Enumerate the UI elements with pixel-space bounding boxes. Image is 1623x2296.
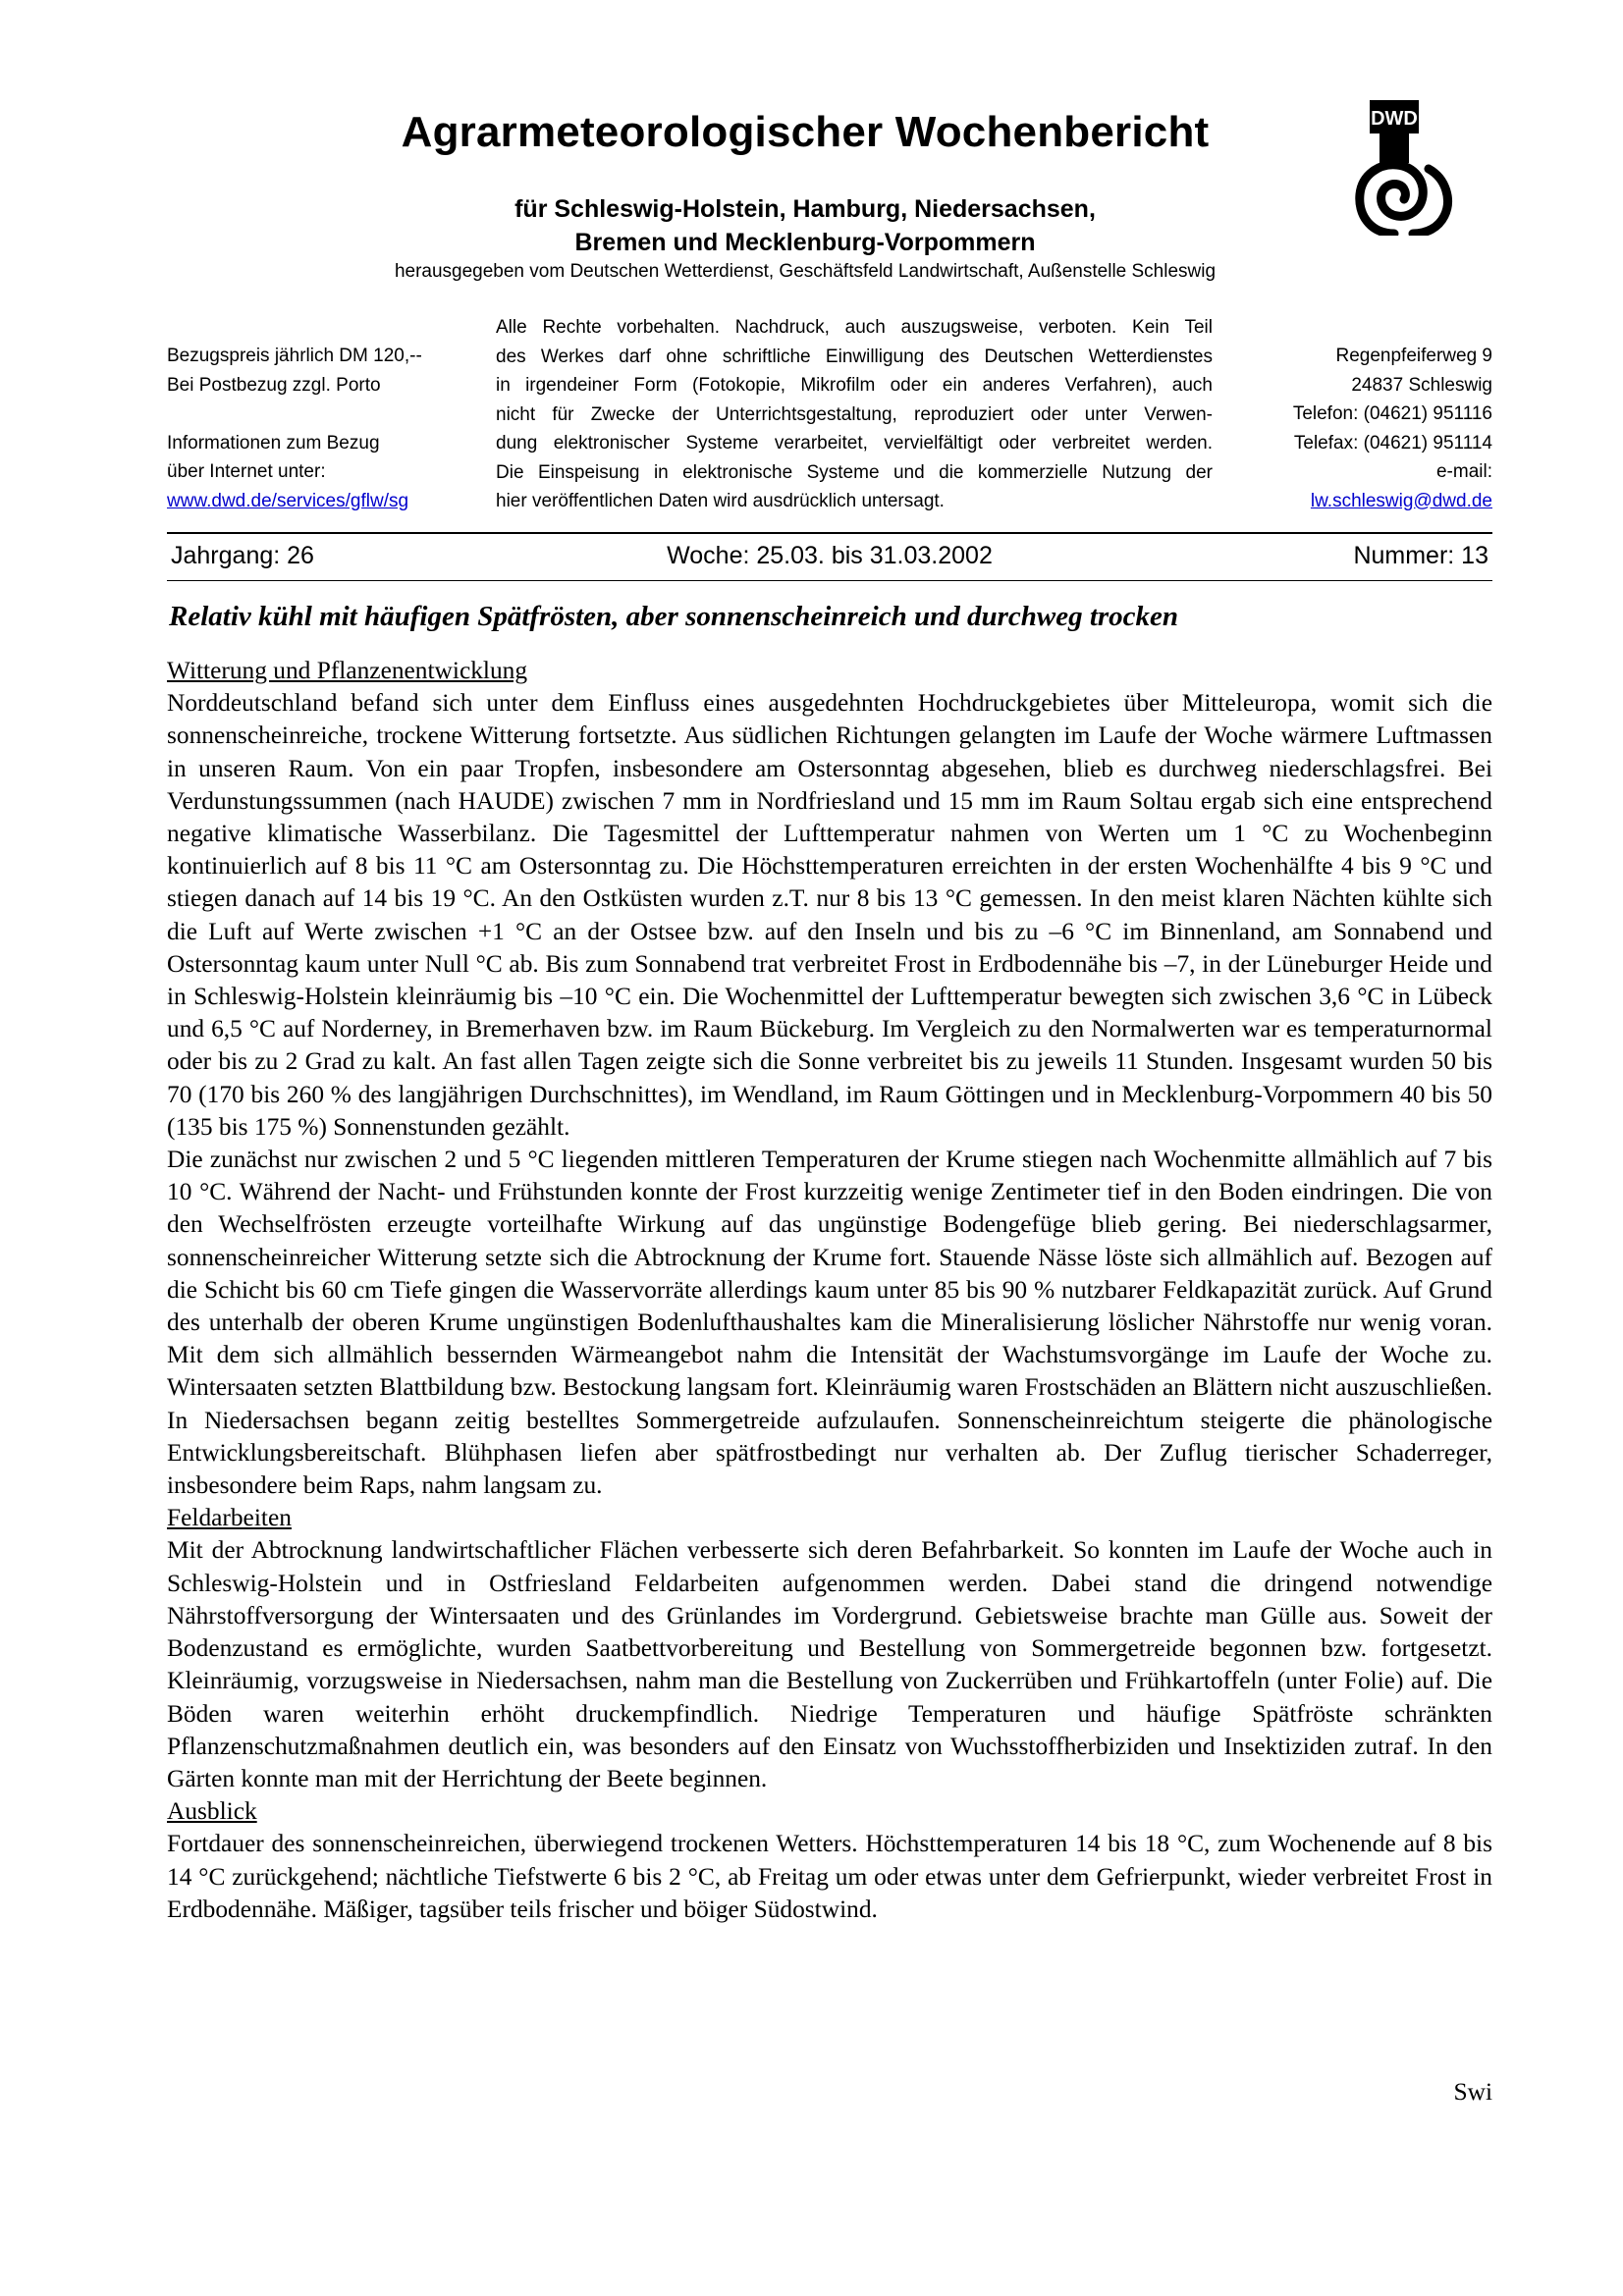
fieldwork-paragraph: Mit der Abtrocknung landwirtschaftlicher Flächen verbesserte sich deren Befahrbarkeit. So konnten im Laufe der Woche auch in Schleswig-Holstein und in Ostfriesland Feldarbeiten aufgenommen werden. Dabei stand die dringend notwendige Nährstoffversorgung der Wintersaaten und des Grünlandes im Vordergrund. Gebietsweise brachte man Gülle aus. Soweit der Bodenzustand es ermöglichte, wurden Saatbettvorbereitung und Bestellung von Sommergetreide begonnen bzw. fortgesetzt. Kleinräumig, vorzugsweise in Niedersachsen, nahm man die Bestellung von Zuckerrüben und Frühkartoffeln (unter Folie) auf. Die Böden waren weiterhin erhöht druckempfindlich. Niedrige Temperaturen und häufige Spätfröste schränkten Pflanzenschutzmaßnahmen deutlich ein, was besonders auf den Einsatz von Wuchsstoffherbiziden und Insektiziden zutraf. In den Gärten konnte man mit der Herrichtung der Beete beginnen. bbox=[167, 1536, 1492, 1792]
rights-line: des Werkes darf ohne schriftliche Einwilligung des Deutschen Wetterdienstes bbox=[496, 346, 1213, 367]
article-body bbox=[167, 655, 1492, 1926]
rights-line: hier veröffentlichen Daten wird ausdrücklich untersagt. bbox=[496, 491, 945, 511]
regions-line-1: für Schleswig-Holstein, Hamburg, Niedersachsen, bbox=[514, 195, 1096, 223]
info-line-1: Informationen zum Bezug bbox=[167, 432, 380, 454]
rights-line: nicht für Zwecke der Unterrichtsgestaltung, reproduziert oder unter Verwen- bbox=[496, 403, 1213, 425]
divider-top bbox=[167, 532, 1492, 534]
logo-lettering: DWD bbox=[1371, 108, 1418, 130]
report-title: Agrarmeteorologischer Wochenbericht bbox=[401, 108, 1210, 156]
website-link[interactable]: www.dwd.de/services/gflw/sg bbox=[167, 490, 409, 511]
weather-paragraph-1: Norddeutschland befand sich unter dem Einfluss eines ausgedehnten Hochdruckgebietes über Mitteleuropa, womit sich die sonnenscheinreiche, trockene Witterung fortsetzte. Aus südlichen Richtungen gelangten im Laufe der Woche wärmere Luftmassen in unseren Raum. Von ein paar Tropfen, insbesondere am Ostersonntag abgesehen, blieb es durchweg niederschlagsfrei. Bei Verdunstungssummen (nach HAUDE) zwischen 7 mm in Nordfriesland und 15 mm im Raum Soltau ergab sich eine entsprechend negative klimatische Wasserbilanz. Die Tagesmittel der Lufttemperatur nahmen von Werten um 1 °C zu Wochenbeginn kontinuierlich auf 8 bis 11 °C am Ostersonntag zu. Die Höchsttemperaturen erreichten in der ersten Wochenhälfte 4 bis 9 °C und stiegen danach auf 14 bis 19 °C. An den Ostküsten wurden z.T. nur 8 bis 13 °C gemessen. In den meist klaren Nächten kühlte sich die Luft auf Werte zwischen +1 °C an der Ostsee bzw. auf den Inseln und bis zu –6 °C im Binnenland, am Sonnabend und Ostersonntag kaum unter Null °C ab. Bis zum Sonnabend trat verbreitet Frost in Erdbodennähe bis –7, in der Lüneburger Heide und in Schleswig-Holstein kleinräumig bis –10 °C ein. Die Wochenmittel der Lufttemperatur bewegten sich zwischen 3,6 °C in Lübeck und 6,5 °C auf Norderney, in Bremerhaven bzw. im Raum Bückeburg. Im Vergleich zu den Normalwerten war es temperaturnormal oder bis zu 2 Grad zu kalt. An fast allen Tagen zeigte sich die Sonne verbreitet bis zu jeweils 11 Stunden. Insgesamt wurden 50 bis 70 (170 bis 260 % des langjährigen Durchschnittes), im Wendland, im Raum Göttingen und in Mecklenburg-Vorpommern 40 bis 50 (135 bis 175 %) Sonnenstunden gezählt. bbox=[167, 689, 1492, 1141]
section-heading-weather: Witterung und Pflanzenentwicklung bbox=[167, 657, 528, 684]
issue-bar bbox=[167, 542, 1492, 575]
postage-note: Bei Postbezug zzgl. Porto bbox=[167, 374, 381, 396]
section-heading-fieldwork: Feldarbeiten bbox=[167, 1504, 292, 1532]
rights-line: Die Einspeisung in elektronische Systeme und die kommerzielle Nutzung der bbox=[496, 461, 1213, 483]
author-signature: Swi bbox=[1453, 2078, 1492, 2106]
subscription-price: Bezugspreis jährlich DM 120,-- bbox=[167, 346, 422, 366]
contact-fax: Telefax: (04621) 951114 bbox=[1293, 432, 1492, 454]
rights-line: dung elektronischer Systeme verarbeitet, vervielfältigt oder verbreitet werden. bbox=[496, 433, 1213, 454]
info-line-2: über Internet unter: bbox=[167, 461, 326, 482]
contact-info bbox=[1198, 342, 1492, 515]
dwd-logo-icon bbox=[1350, 98, 1458, 236]
subscription-info bbox=[167, 342, 461, 515]
contact-city: 24837 Schleswig bbox=[1351, 374, 1492, 396]
contact-email-label: e-mail: bbox=[1435, 461, 1492, 482]
publisher-line: herausgegeben vom Deutschen Wetterdienst, Geschäftsfeld Landwirtschaft, Außenstelle Schleswig bbox=[394, 261, 1217, 282]
regions-subtitle bbox=[295, 192, 1316, 259]
contact-street: Regenpfeiferweg 9 bbox=[1335, 346, 1492, 366]
section-heading-outlook: Ausblick bbox=[167, 1797, 257, 1826]
issue-volume: Jahrgang: 26 bbox=[171, 542, 314, 569]
spacer-line bbox=[167, 400, 461, 429]
regions-line-2: Bremen und Mecklenburg-Vorpommern bbox=[574, 229, 1036, 256]
rights-line: Alle Rechte vorbehalten. Nachdruck, auch auszugsweise, verboten. Kein Teil bbox=[496, 317, 1213, 338]
copyright-notice bbox=[496, 313, 1213, 516]
email-link[interactable]: lw.schleswig@dwd.de bbox=[1310, 490, 1492, 511]
issue-number: Nummer: 13 bbox=[1353, 542, 1488, 569]
article-headline: Relativ kühl mit häufigen Spätfrösten, aber sonnenscheinreich und durchweg trocken bbox=[169, 601, 1179, 632]
contact-phone: Telefon: (04621) 951116 bbox=[1292, 403, 1492, 424]
issue-week: Woche: 25.03. bis 31.03.2002 bbox=[667, 542, 993, 569]
rights-line: in irgendeiner Form (Fotokopie, Mikrofilm oder ein anderes Verfahren), auch bbox=[496, 375, 1213, 396]
divider-bottom bbox=[167, 580, 1492, 581]
weather-paragraph-2: Die zunächst nur zwischen 2 und 5 °C liegenden mittleren Temperaturen der Krume stiegen nach Wochenmitte allmählich auf 7 bis 10 °C. Während der Nacht- und Frühstunden konnte der Frost kurzzeitig wenige Zentimeter tief in den Boden eindringen. Die von den Wechselfrösten erzeugte vorteilhafte Wirkung auf das ungünstige Bodengefüge blieb gering. Bei niederschlagsarmer, sonnenscheinreicher Witterung setzte sich die Abtrocknung der Krume fort. Stauende Nässe löste sich allmählich auf. Bezogen auf die Schicht bis 60 cm Tiefe gingen die Wasservorräte allerdings kaum unter 85 bis 90 % nutzbarer Feldkapazität zurück. Auf Grund des unterhalb der oberen Krume ungünstigen Bodenlufthaushaltes kam die Mineralisierung löslicher Nährstoffe nur wenig voran. Mit dem sich allmählich bessernden Wärmeangebot nahm die Intensität der Wachstumsvorgänge im Laufe der Woche zu. Wintersaaten setzten Blattbildung bzw. Bestockung langsam fort. Kleinräumig waren Frostschäden an Blättern nicht auszuschließen. In Niedersachsen begann zeitig bestelltes Sommergetreide aufzulaufen. Sonnenscheinreichtum steigerte die phänologische Entwicklungsbereitschaft. Blühphasen liefen aber spätfrostbedingt nur verhalten ab. Der Zuflug tierischer Schaderreger, insbesondere beim Raps, nahm langsam zu. bbox=[167, 1146, 1492, 1500]
outlook-paragraph: Fortdauer des sonnenscheinreichen, überwiegend trockenen Wetters. Höchsttemperaturen 14 bis 18 °C, zum Wochenende auf 8 bis 14 °C zurückgehend; nächtliche Tiefstwerte 6 bis 2 °C, ab Freitag um oder etwas unter dem Gefrierpunkt, wieder verbreitet Frost in Erdbodennähe. Mäßiger, tagsüber teils frischer und böiger Südostwind. bbox=[167, 1830, 1492, 1923]
